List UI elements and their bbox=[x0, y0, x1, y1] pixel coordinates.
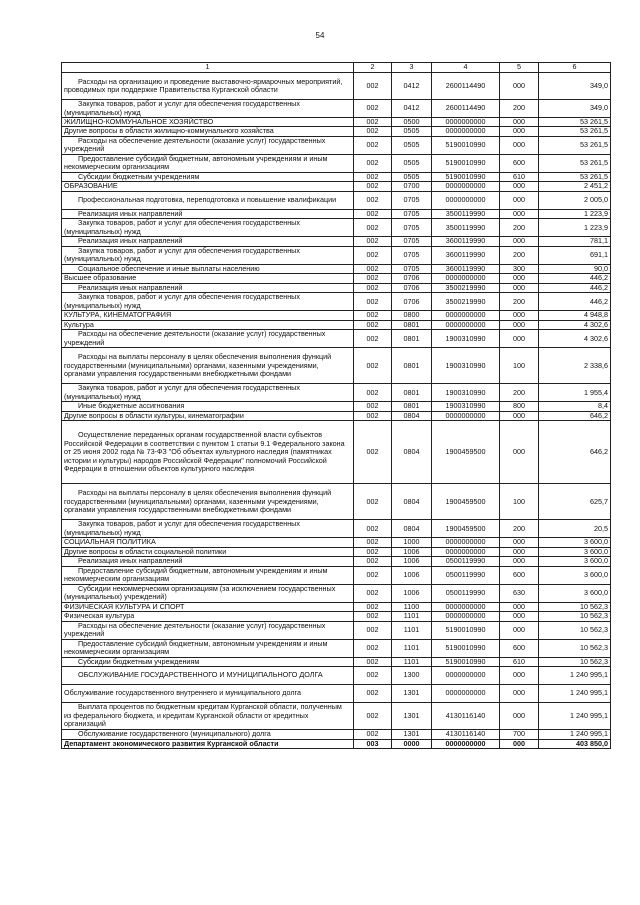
amount-cell: 691,1 bbox=[539, 246, 611, 264]
amount-cell: 3 600,0 bbox=[539, 566, 611, 584]
amount-cell: 10 562,3 bbox=[539, 612, 611, 621]
grbs-code-cell: 002 bbox=[354, 421, 392, 484]
amount-cell: 446,2 bbox=[539, 274, 611, 283]
target-code-cell: 0000000000 bbox=[432, 739, 500, 748]
section-code-cell: 1006 bbox=[392, 547, 432, 556]
grbs-code-cell: 002 bbox=[354, 685, 392, 703]
row-name-cell: Реализация иных направлений bbox=[62, 283, 354, 292]
amount-cell: 53 261,5 bbox=[539, 154, 611, 172]
expense-type-cell: 000 bbox=[500, 191, 539, 209]
amount-cell: 2 338,6 bbox=[539, 348, 611, 384]
row-name-cell: Осуществление переданных органам государственной власти субъектов Российской Федерации в соответствии с пунктом 1 статьи 9.1 Федерального закона от 25 июня 2002 года № 73-ФЗ "Об объектах культурного наследия (памятниках истории и культуры) народов Российской Федерации" полномочий Российской Федерации в отношении объектов культурного наследия bbox=[62, 421, 354, 484]
table-row bbox=[62, 685, 611, 703]
expense-type-cell: 000 bbox=[500, 739, 539, 748]
header-cell: 2 bbox=[354, 63, 392, 73]
target-code-cell: 0000000000 bbox=[432, 612, 500, 621]
amount-cell: 10 562,3 bbox=[539, 621, 611, 639]
grbs-code-cell: 002 bbox=[354, 264, 392, 273]
section-code-cell: 0705 bbox=[392, 264, 432, 273]
section-code-cell: 1301 bbox=[392, 685, 432, 703]
row-name-cell: ЖИЛИЩНО-КОММУНАЛЬНОЕ ХОЗЯЙСТВО bbox=[62, 118, 354, 127]
row-name-cell: Департамент экономического развития Курганской области bbox=[62, 739, 354, 748]
target-code-cell: 2600114490 bbox=[432, 100, 500, 118]
amount-cell: 1 240 995,1 bbox=[539, 730, 611, 739]
section-code-cell: 0804 bbox=[392, 520, 432, 538]
target-code-cell: 5190010990 bbox=[432, 621, 500, 639]
table-body bbox=[62, 73, 611, 749]
section-code-cell: 0505 bbox=[392, 172, 432, 181]
section-code-cell: 0801 bbox=[392, 348, 432, 384]
expense-type-cell: 000 bbox=[500, 209, 539, 218]
grbs-code-cell: 002 bbox=[354, 612, 392, 621]
section-code-cell: 1301 bbox=[392, 703, 432, 730]
amount-cell: 1 955,4 bbox=[539, 384, 611, 402]
section-code-cell: 0705 bbox=[392, 219, 432, 237]
grbs-code-cell: 002 bbox=[354, 237, 392, 246]
section-code-cell: 1006 bbox=[392, 584, 432, 602]
expense-type-cell: 200 bbox=[500, 219, 539, 237]
row-name-cell: Предоставление субсидий бюджетным, автономным учреждениям и иным некоммерческим организациям bbox=[62, 566, 354, 584]
amount-cell: 3 600,0 bbox=[539, 584, 611, 602]
grbs-code-cell: 002 bbox=[354, 584, 392, 602]
grbs-code-cell: 002 bbox=[354, 703, 392, 730]
amount-cell: 3 600,0 bbox=[539, 547, 611, 556]
table-row bbox=[62, 330, 611, 348]
amount-cell: 1 240 995,1 bbox=[539, 703, 611, 730]
amount-cell: 20,5 bbox=[539, 520, 611, 538]
amount-cell: 1 240 995,1 bbox=[539, 685, 611, 703]
target-code-cell: 0000000000 bbox=[432, 311, 500, 320]
expense-type-cell: 000 bbox=[500, 136, 539, 154]
row-name-cell: Культура bbox=[62, 320, 354, 329]
section-code-cell: 0705 bbox=[392, 237, 432, 246]
section-code-cell: 1006 bbox=[392, 566, 432, 584]
amount-cell: 646,2 bbox=[539, 421, 611, 484]
grbs-code-cell: 002 bbox=[354, 411, 392, 420]
section-code-cell: 1100 bbox=[392, 602, 432, 611]
target-code-cell: 3500219990 bbox=[432, 283, 500, 292]
section-code-cell: 1101 bbox=[392, 657, 432, 666]
row-name-cell: Обслуживание государственного (муниципального) долга bbox=[62, 730, 354, 739]
section-code-cell: 1301 bbox=[392, 730, 432, 739]
table-row bbox=[62, 237, 611, 246]
row-name-cell: Расходы на организацию и проведение выставочно-ярмарочных мероприятий, проводимых при поддержке Правительства Курганской области bbox=[62, 73, 354, 100]
table-header-row bbox=[62, 63, 611, 73]
row-name-cell: Расходы на обеспечение деятельности (оказание услуг) государственных учреждений bbox=[62, 330, 354, 348]
section-code-cell: 1101 bbox=[392, 639, 432, 657]
amount-cell: 349,0 bbox=[539, 73, 611, 100]
target-code-cell: 3600119990 bbox=[432, 264, 500, 273]
grbs-code-cell: 002 bbox=[354, 667, 392, 685]
header-cell: 5 bbox=[500, 63, 539, 73]
target-code-cell: 0000000000 bbox=[432, 685, 500, 703]
row-name-cell: Закупка товаров, работ и услуг для обеспечения государственных (муниципальных) нужд bbox=[62, 293, 354, 311]
expense-type-cell: 300 bbox=[500, 264, 539, 273]
grbs-code-cell: 002 bbox=[354, 100, 392, 118]
grbs-code-cell: 002 bbox=[354, 730, 392, 739]
grbs-code-cell: 002 bbox=[354, 219, 392, 237]
amount-cell: 781,1 bbox=[539, 237, 611, 246]
section-code-cell: 1300 bbox=[392, 667, 432, 685]
table-row bbox=[62, 520, 611, 538]
row-name-cell: Другие вопросы в области жилищно-коммунального хозяйства bbox=[62, 127, 354, 136]
section-code-cell: 0505 bbox=[392, 136, 432, 154]
expense-type-cell: 000 bbox=[500, 421, 539, 484]
section-code-cell: 0800 bbox=[392, 311, 432, 320]
grbs-code-cell: 002 bbox=[354, 136, 392, 154]
amount-cell: 10 562,3 bbox=[539, 657, 611, 666]
target-code-cell: 0000000000 bbox=[432, 127, 500, 136]
target-code-cell: 1900459500 bbox=[432, 484, 500, 520]
section-code-cell: 0700 bbox=[392, 182, 432, 191]
section-code-cell: 0801 bbox=[392, 330, 432, 348]
target-code-cell: 3600119990 bbox=[432, 246, 500, 264]
row-name-cell: Иные бюджетные ассигнования bbox=[62, 402, 354, 411]
section-code-cell: 0801 bbox=[392, 384, 432, 402]
target-code-cell: 3500119990 bbox=[432, 209, 500, 218]
target-code-cell: 1900459500 bbox=[432, 421, 500, 484]
row-name-cell: Реализация иных направлений bbox=[62, 209, 354, 218]
section-code-cell: 1006 bbox=[392, 557, 432, 566]
target-code-cell: 5190010990 bbox=[432, 154, 500, 172]
grbs-code-cell: 003 bbox=[354, 739, 392, 748]
target-code-cell: 1900310990 bbox=[432, 402, 500, 411]
target-code-cell: 4130116140 bbox=[432, 703, 500, 730]
row-name-cell: Выплата процентов по бюджетным кредитам Курганской области, полученным из федерального бюджета, и кредитам Курганской области от кредитных организаций bbox=[62, 703, 354, 730]
table-row bbox=[62, 739, 611, 748]
amount-cell: 3 600,0 bbox=[539, 557, 611, 566]
row-name-cell: СОЦИАЛЬНАЯ ПОЛИТИКА bbox=[62, 538, 354, 547]
table-row bbox=[62, 311, 611, 320]
target-code-cell: 0500119990 bbox=[432, 557, 500, 566]
section-code-cell: 0705 bbox=[392, 209, 432, 218]
header-cell: 6 bbox=[539, 63, 611, 73]
row-name-cell: Субсидии бюджетным учреждениям bbox=[62, 172, 354, 181]
expense-type-cell: 000 bbox=[500, 703, 539, 730]
row-name-cell: Расходы на выплаты персоналу в целях обеспечения выполнения функций государственными (муниципальными) органами, казенными учреждениями, органами управления государственными внебюджетными фондами bbox=[62, 484, 354, 520]
target-code-cell: 0000000000 bbox=[432, 411, 500, 420]
row-name-cell: Субсидии бюджетным учреждениям bbox=[62, 657, 354, 666]
target-code-cell: 1900310990 bbox=[432, 384, 500, 402]
table-row bbox=[62, 557, 611, 566]
target-code-cell: 0500119990 bbox=[432, 566, 500, 584]
amount-cell: 3 600,0 bbox=[539, 538, 611, 547]
table-row bbox=[62, 384, 611, 402]
row-name-cell: Социальное обеспечение и иные выплаты населению bbox=[62, 264, 354, 273]
table-row bbox=[62, 421, 611, 484]
table-row bbox=[62, 584, 611, 602]
amount-cell: 10 562,3 bbox=[539, 639, 611, 657]
section-code-cell: 0804 bbox=[392, 484, 432, 520]
row-name-cell: Закупка товаров, работ и услуг для обеспечения государственных (муниципальных) нужд bbox=[62, 219, 354, 237]
target-code-cell: 0500119990 bbox=[432, 584, 500, 602]
expense-type-cell: 000 bbox=[500, 127, 539, 136]
grbs-code-cell: 002 bbox=[354, 127, 392, 136]
expense-type-cell: 000 bbox=[500, 274, 539, 283]
expense-type-cell: 800 bbox=[500, 402, 539, 411]
expense-type-cell: 200 bbox=[500, 293, 539, 311]
row-name-cell: Профессиональная подготовка, переподготовка и повышение квалификации bbox=[62, 191, 354, 209]
row-name-cell: Реализация иных направлений bbox=[62, 557, 354, 566]
table-row bbox=[62, 293, 611, 311]
expense-type-cell: 200 bbox=[500, 246, 539, 264]
expense-type-cell: 000 bbox=[500, 118, 539, 127]
grbs-code-cell: 002 bbox=[354, 402, 392, 411]
section-code-cell: 0505 bbox=[392, 154, 432, 172]
section-code-cell: 0500 bbox=[392, 118, 432, 127]
grbs-code-cell: 002 bbox=[354, 154, 392, 172]
grbs-code-cell: 002 bbox=[354, 172, 392, 181]
section-code-cell: 0706 bbox=[392, 274, 432, 283]
amount-cell: 2 005,0 bbox=[539, 191, 611, 209]
expense-type-cell: 600 bbox=[500, 566, 539, 584]
section-code-cell: 1101 bbox=[392, 612, 432, 621]
row-name-cell: Закупка товаров, работ и услуг для обеспечения государственных (муниципальных) нужд bbox=[62, 520, 354, 538]
amount-cell: 4 302,6 bbox=[539, 320, 611, 329]
section-code-cell: 0804 bbox=[392, 421, 432, 484]
table-row bbox=[62, 136, 611, 154]
expense-type-cell: 630 bbox=[500, 584, 539, 602]
target-code-cell: 4130116140 bbox=[432, 730, 500, 739]
table-row bbox=[62, 219, 611, 237]
section-code-cell: 0705 bbox=[392, 246, 432, 264]
expense-type-cell: 000 bbox=[500, 547, 539, 556]
expense-type-cell: 700 bbox=[500, 730, 539, 739]
row-name-cell: Другие вопросы в области культуры, кинематографии bbox=[62, 411, 354, 420]
grbs-code-cell: 002 bbox=[354, 191, 392, 209]
amount-cell: 446,2 bbox=[539, 293, 611, 311]
table-row bbox=[62, 154, 611, 172]
target-code-cell: 0000000000 bbox=[432, 547, 500, 556]
table-row bbox=[62, 100, 611, 118]
expense-type-cell: 000 bbox=[500, 237, 539, 246]
target-code-cell: 0000000000 bbox=[432, 274, 500, 283]
table-row bbox=[62, 667, 611, 685]
table-row bbox=[62, 621, 611, 639]
grbs-code-cell: 002 bbox=[354, 566, 392, 584]
section-code-cell: 0000 bbox=[392, 739, 432, 748]
expense-type-cell: 000 bbox=[500, 320, 539, 329]
row-name-cell: Расходы на обеспечение деятельности (оказание услуг) государственных учреждений bbox=[62, 621, 354, 639]
table-row bbox=[62, 566, 611, 584]
expense-type-cell: 000 bbox=[500, 557, 539, 566]
header-cell: 1 bbox=[62, 63, 354, 73]
row-name-cell: Обслуживание государственного внутреннего и муниципального долга bbox=[62, 685, 354, 703]
grbs-code-cell: 002 bbox=[354, 557, 392, 566]
expense-type-cell: 610 bbox=[500, 657, 539, 666]
expense-type-cell: 000 bbox=[500, 182, 539, 191]
section-code-cell: 0705 bbox=[392, 191, 432, 209]
table-row bbox=[62, 538, 611, 547]
expense-type-cell: 100 bbox=[500, 484, 539, 520]
table-row bbox=[62, 191, 611, 209]
expense-type-cell: 100 bbox=[500, 348, 539, 384]
amount-cell: 8,4 bbox=[539, 402, 611, 411]
grbs-code-cell: 002 bbox=[354, 293, 392, 311]
target-code-cell: 5190010990 bbox=[432, 136, 500, 154]
target-code-cell: 5190010990 bbox=[432, 639, 500, 657]
section-code-cell: 1101 bbox=[392, 621, 432, 639]
target-code-cell: 1900310990 bbox=[432, 330, 500, 348]
table-row bbox=[62, 348, 611, 384]
expense-type-cell: 610 bbox=[500, 172, 539, 181]
row-name-cell: ОБСЛУЖИВАНИЕ ГОСУДАРСТВЕННОГО И МУНИЦИПАЛЬНОГО ДОЛГА bbox=[62, 667, 354, 685]
table-row bbox=[62, 411, 611, 420]
row-name-cell: Закупка товаров, работ и услуг для обеспечения государственных (муниципальных) нужд bbox=[62, 246, 354, 264]
amount-cell: 403 850,0 bbox=[539, 739, 611, 748]
expense-type-cell: 000 bbox=[500, 311, 539, 320]
table-row bbox=[62, 602, 611, 611]
amount-cell: 1 223,9 bbox=[539, 219, 611, 237]
expense-type-cell: 600 bbox=[500, 639, 539, 657]
table-row bbox=[62, 612, 611, 621]
amount-cell: 1 240 995,1 bbox=[539, 667, 611, 685]
row-name-cell: Реализация иных направлений bbox=[62, 237, 354, 246]
grbs-code-cell: 002 bbox=[354, 602, 392, 611]
amount-cell: 53 261,5 bbox=[539, 136, 611, 154]
header-cell: 4 bbox=[432, 63, 500, 73]
amount-cell: 349,0 bbox=[539, 100, 611, 118]
section-code-cell: 0706 bbox=[392, 293, 432, 311]
expense-type-cell: 000 bbox=[500, 538, 539, 547]
expense-type-cell: 000 bbox=[500, 612, 539, 621]
section-code-cell: 1000 bbox=[392, 538, 432, 547]
amount-cell: 646,2 bbox=[539, 411, 611, 420]
section-code-cell: 0804 bbox=[392, 411, 432, 420]
grbs-code-cell: 002 bbox=[354, 330, 392, 348]
grbs-code-cell: 002 bbox=[354, 538, 392, 547]
grbs-code-cell: 002 bbox=[354, 348, 392, 384]
target-code-cell: 1900310990 bbox=[432, 348, 500, 384]
grbs-code-cell: 002 bbox=[354, 311, 392, 320]
row-name-cell: Физическая культура bbox=[62, 612, 354, 621]
expense-type-cell: 000 bbox=[500, 685, 539, 703]
grbs-code-cell: 002 bbox=[354, 274, 392, 283]
amount-cell: 53 261,5 bbox=[539, 118, 611, 127]
target-code-cell: 0000000000 bbox=[432, 182, 500, 191]
target-code-cell: 0000000000 bbox=[432, 602, 500, 611]
table-row bbox=[62, 182, 611, 191]
row-name-cell: Закупка товаров, работ и услуг для обеспечения государственных (муниципальных) нужд bbox=[62, 384, 354, 402]
grbs-code-cell: 002 bbox=[354, 621, 392, 639]
table-row bbox=[62, 172, 611, 181]
target-code-cell: 3500119990 bbox=[432, 219, 500, 237]
table-row bbox=[62, 274, 611, 283]
target-code-cell: 5190010990 bbox=[432, 172, 500, 181]
row-name-cell: Расходы на обеспечение деятельности (оказание услуг) государственных учреждений bbox=[62, 136, 354, 154]
row-name-cell: КУЛЬТУРА, КИНЕМАТОГРАФИЯ bbox=[62, 311, 354, 320]
expense-type-cell: 000 bbox=[500, 602, 539, 611]
page-number: 54 bbox=[315, 31, 325, 40]
table-row bbox=[62, 402, 611, 411]
table-row bbox=[62, 484, 611, 520]
target-code-cell: 0000000000 bbox=[432, 538, 500, 547]
row-name-cell: Высшее образование bbox=[62, 274, 354, 283]
expense-type-cell: 200 bbox=[500, 384, 539, 402]
amount-cell: 4 948,8 bbox=[539, 311, 611, 320]
header-cell: 3 bbox=[392, 63, 432, 73]
table-row bbox=[62, 730, 611, 739]
amount-cell: 625,7 bbox=[539, 484, 611, 520]
expense-type-cell: 000 bbox=[500, 283, 539, 292]
expense-type-cell: 000 bbox=[500, 73, 539, 100]
amount-cell: 53 261,5 bbox=[539, 127, 611, 136]
amount-cell: 53 261,5 bbox=[539, 172, 611, 181]
amount-cell: 1 223,9 bbox=[539, 209, 611, 218]
row-name-cell: Предоставление субсидий бюджетным, автономным учреждениям и иным некоммерческим организациям bbox=[62, 154, 354, 172]
amount-cell: 10 562,3 bbox=[539, 602, 611, 611]
expense-type-cell: 200 bbox=[500, 520, 539, 538]
budget-table bbox=[61, 62, 611, 749]
grbs-code-cell: 002 bbox=[354, 384, 392, 402]
grbs-code-cell: 002 bbox=[354, 484, 392, 520]
grbs-code-cell: 002 bbox=[354, 182, 392, 191]
grbs-code-cell: 002 bbox=[354, 209, 392, 218]
table-row bbox=[62, 264, 611, 273]
table-row bbox=[62, 73, 611, 100]
target-code-cell: 0000000000 bbox=[432, 191, 500, 209]
section-code-cell: 0505 bbox=[392, 127, 432, 136]
amount-cell: 4 302,6 bbox=[539, 330, 611, 348]
target-code-cell: 2600114490 bbox=[432, 73, 500, 100]
section-code-cell: 0412 bbox=[392, 73, 432, 100]
grbs-code-cell: 002 bbox=[354, 73, 392, 100]
row-name-cell: ФИЗИЧЕСКАЯ КУЛЬТУРА И СПОРТ bbox=[62, 602, 354, 611]
table-row bbox=[62, 639, 611, 657]
target-code-cell: 1900459500 bbox=[432, 520, 500, 538]
section-code-cell: 0706 bbox=[392, 283, 432, 292]
target-code-cell: 0000000000 bbox=[432, 118, 500, 127]
amount-cell: 2 451,2 bbox=[539, 182, 611, 191]
row-name-cell: Предоставление субсидий бюджетным, автономным учреждениям и иным некоммерческим организациям bbox=[62, 639, 354, 657]
section-code-cell: 0412 bbox=[392, 100, 432, 118]
target-code-cell: 3600119990 bbox=[432, 237, 500, 246]
table-row bbox=[62, 703, 611, 730]
target-code-cell: 0000000000 bbox=[432, 667, 500, 685]
row-name-cell: Закупка товаров, работ и услуг для обеспечения государственных (муниципальных) нужд bbox=[62, 100, 354, 118]
row-name-cell: Другие вопросы в области социальной политики bbox=[62, 547, 354, 556]
section-code-cell: 0801 bbox=[392, 402, 432, 411]
row-name-cell: ОБРАЗОВАНИЕ bbox=[62, 182, 354, 191]
target-code-cell: 0000000000 bbox=[432, 320, 500, 329]
amount-cell: 90,0 bbox=[539, 264, 611, 273]
table-row bbox=[62, 246, 611, 264]
row-name-cell: Субсидии некоммерческим организациям (за исключением государственных (муниципальных) учреждений) bbox=[62, 584, 354, 602]
expense-type-cell: 000 bbox=[500, 667, 539, 685]
grbs-code-cell: 002 bbox=[354, 547, 392, 556]
grbs-code-cell: 002 bbox=[354, 639, 392, 657]
expense-type-cell: 200 bbox=[500, 100, 539, 118]
target-code-cell: 5190010990 bbox=[432, 657, 500, 666]
grbs-code-cell: 002 bbox=[354, 520, 392, 538]
grbs-code-cell: 002 bbox=[354, 118, 392, 127]
target-code-cell: 3500219990 bbox=[432, 293, 500, 311]
grbs-code-cell: 002 bbox=[354, 657, 392, 666]
grbs-code-cell: 002 bbox=[354, 246, 392, 264]
grbs-code-cell: 002 bbox=[354, 320, 392, 329]
row-name-cell: Расходы на выплаты персоналу в целях обеспечения выполнения функций государственными (муниципальными) органами, казенными учреждениями, органами управления государственными внебюджетными фондами bbox=[62, 348, 354, 384]
expense-type-cell: 000 bbox=[500, 411, 539, 420]
expense-type-cell: 000 bbox=[500, 330, 539, 348]
grbs-code-cell: 002 bbox=[354, 283, 392, 292]
amount-cell: 446,2 bbox=[539, 283, 611, 292]
expense-type-cell: 600 bbox=[500, 154, 539, 172]
section-code-cell: 0801 bbox=[392, 320, 432, 329]
expense-type-cell: 000 bbox=[500, 621, 539, 639]
table-row bbox=[62, 657, 611, 666]
